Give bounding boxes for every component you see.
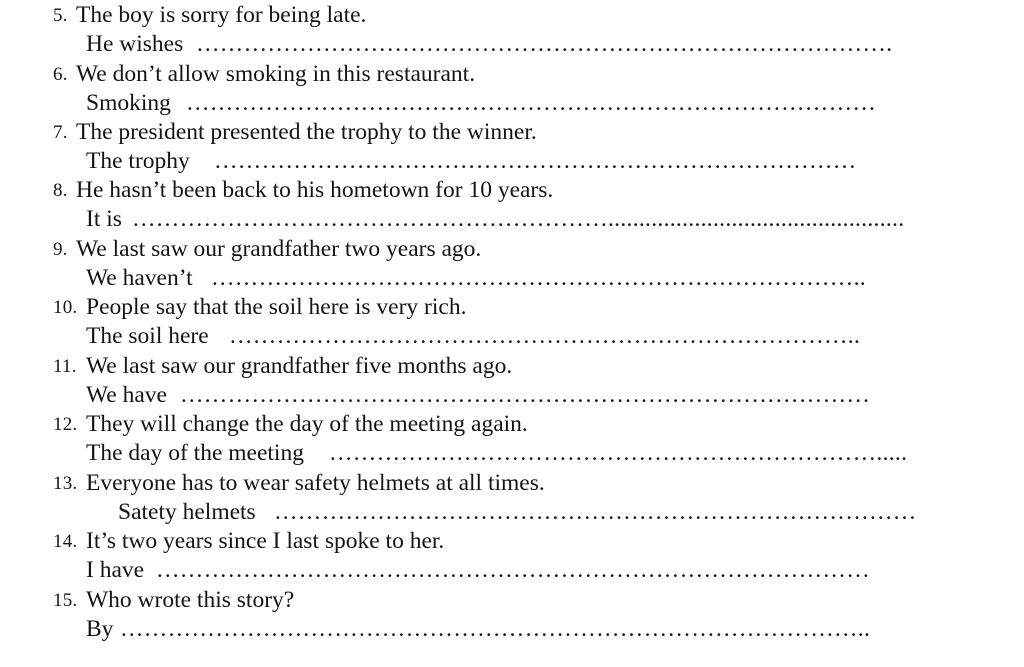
rewrite-prompt: Smoking xyxy=(86,90,171,116)
item-number: 12. xyxy=(53,414,78,435)
answer-blank[interactable]: ……………………………………………………………………… xyxy=(274,499,917,525)
original-sentence: We last saw our grandfather two years ago. xyxy=(76,236,482,262)
item-number: 11. xyxy=(53,356,77,377)
answer-blank[interactable]: …………………………………………………………………….. xyxy=(229,323,861,349)
original-sentence: The boy is sorry for being late. xyxy=(76,2,367,28)
answer-blank[interactable]: ……………………………………………………………..... xyxy=(329,440,908,466)
rewrite-prompt: Satety helmets xyxy=(118,499,256,525)
original-sentence: The president presented the trophy to the winner. xyxy=(76,119,537,145)
item-number: 14. xyxy=(53,531,78,552)
item-number: 13. xyxy=(53,473,78,494)
item-number: 9. xyxy=(53,239,68,260)
original-sentence: He hasn’t been back to his hometown for 10 years. xyxy=(76,177,554,203)
rewrite-prompt: By xyxy=(86,616,114,642)
answer-blank[interactable]: ……………………………………………………………………………… xyxy=(156,557,870,583)
item-number: 15. xyxy=(53,590,78,611)
original-sentence: People say that the soil here is very rich. xyxy=(86,294,467,320)
original-sentence: We don’t allow smoking in this restaurant. xyxy=(76,61,476,87)
original-sentence: It’s two years since I last spoke to her. xyxy=(86,528,445,554)
answer-blank[interactable]: ……………………………………………………………………… xyxy=(214,148,857,174)
item-number: 6. xyxy=(53,64,68,85)
original-sentence: Everyone has to wear safety helmets at all times. xyxy=(86,470,545,496)
item-number: 5. xyxy=(53,5,68,26)
item-number: 10. xyxy=(53,297,78,318)
rewrite-prompt: We haven’t xyxy=(86,265,193,291)
item-number: 7. xyxy=(53,122,68,143)
original-sentence: They will change the day of the meeting again. xyxy=(86,411,528,437)
original-sentence: Who wrote this story? xyxy=(86,587,295,613)
answer-blank[interactable]: ……………………………………………………………………….. xyxy=(211,265,866,291)
answer-blank[interactable]: ……………………………………………………………………………. xyxy=(196,31,893,57)
answer-blank[interactable]: …………………………………………………………………………… xyxy=(186,90,877,116)
rewrite-prompt: We have xyxy=(86,382,167,408)
answer-blank[interactable]: ………………………………………………………………………………….. xyxy=(120,616,871,642)
rewrite-prompt: The day of the meeting xyxy=(86,440,304,466)
original-sentence: We last saw our grandfather five months ago. xyxy=(86,353,513,379)
item-number: 8. xyxy=(53,180,68,201)
rewrite-prompt: It is xyxy=(86,206,122,232)
rewrite-prompt: The trophy xyxy=(86,148,190,174)
rewrite-prompt: The soil here xyxy=(86,323,209,349)
answer-blank[interactable]: ……………………………………………………................................................ xyxy=(132,206,905,232)
rewrite-prompt: I have xyxy=(86,557,145,583)
answer-blank[interactable]: …………………………………………………………………………… xyxy=(180,382,871,408)
rewrite-prompt: He wishes xyxy=(86,31,184,57)
